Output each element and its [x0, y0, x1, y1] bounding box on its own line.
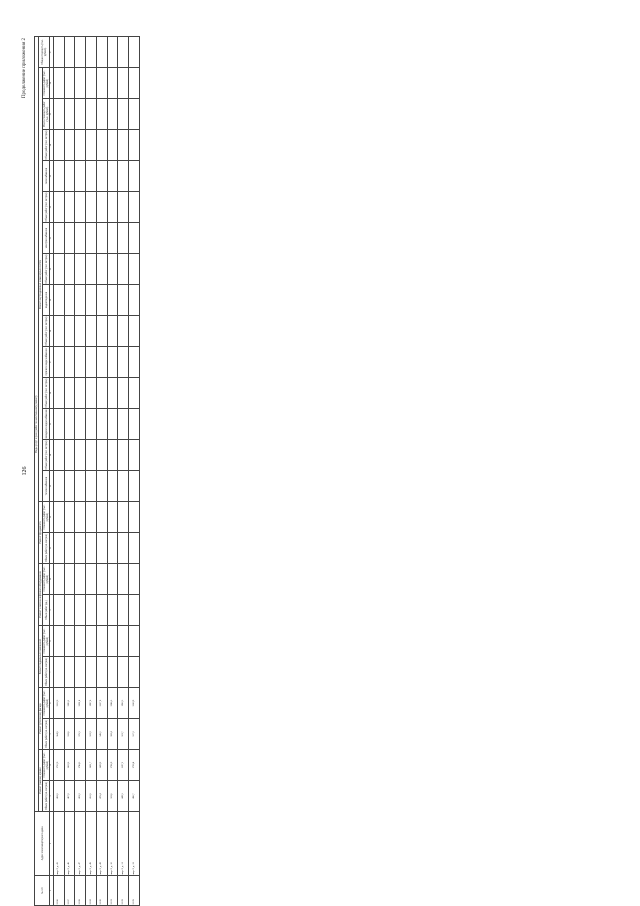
cell-value [75, 626, 86, 657]
column-number: 19 [50, 285, 54, 316]
row-address: мкр. 9, д. 49 [96, 812, 107, 876]
cell-value [96, 595, 107, 626]
cell-value [118, 99, 129, 130]
cell-value [53, 223, 64, 254]
cell-value: 1987,6 [86, 688, 97, 719]
cell-value [118, 316, 129, 347]
cell-value: 482,0 [53, 781, 64, 812]
cell-value [129, 130, 140, 161]
appendix-label: Продолжение приложения 2 [22, 38, 27, 99]
header-cold-water: холодного водоснабжения [44, 409, 48, 439]
cell-value [96, 378, 107, 409]
header-cost: Стоимость работ (тыс. рублей) [43, 564, 50, 595]
header-hot-water: горячего водоснабжения [44, 348, 48, 376]
cell-value [86, 223, 97, 254]
cell-value [107, 37, 118, 68]
cell-value [53, 254, 64, 285]
cell-value [96, 471, 107, 502]
row-number: 25.93 [129, 875, 140, 905]
cell-value [64, 161, 75, 192]
cell-value [107, 192, 118, 223]
cell-value [75, 37, 86, 68]
column-number: 17 [50, 347, 54, 378]
header-facade: Ремонт (утепление) фасада [39, 688, 43, 750]
header-roof: Ремонт (замена) кровли [39, 750, 43, 812]
cell-value [129, 440, 140, 471]
cell-value [107, 161, 118, 192]
cell-value [118, 347, 129, 378]
cell-value [96, 130, 107, 161]
cell-value [86, 161, 97, 192]
cell-value [64, 223, 75, 254]
cell-value [107, 440, 118, 471]
cell-value [53, 378, 64, 409]
cell-value [129, 657, 140, 688]
cell-value [64, 347, 75, 378]
column-number: 26 [50, 68, 54, 99]
cell-value [118, 440, 129, 471]
cell-value [118, 68, 129, 99]
cell-value: 1786,9 [107, 750, 118, 781]
cell-value [96, 254, 107, 285]
cell-value [86, 533, 97, 564]
column-number: 10 [50, 564, 54, 595]
header-engineering: Ремонт внутридомовых инженерных систем [39, 68, 43, 502]
header-vol-m: Объем работ (пог. метров) [44, 378, 48, 408]
table-body [53, 37, 139, 906]
header-total: Всего стоимость работ (тыс. рублей) [43, 99, 50, 130]
cell-value [96, 285, 107, 316]
cell-value [129, 68, 140, 99]
header-cost: Стоимость работ (тыс. рублей) [43, 688, 50, 719]
table-row [53, 37, 64, 906]
column-number: 24 [50, 130, 54, 161]
cell-value [118, 657, 129, 688]
cell-value [129, 471, 140, 502]
cell-value [129, 378, 140, 409]
cell-value [118, 378, 129, 409]
cell-value [118, 471, 129, 502]
header-cost: Стоимость работ (тыс. рублей) [43, 750, 50, 781]
row-number: 25.90 [96, 875, 107, 905]
cell-value [96, 409, 107, 440]
cell-value [75, 502, 86, 533]
cell-value [86, 192, 97, 223]
row-number: 25.91 [107, 875, 118, 905]
cell-value [96, 347, 107, 378]
cell-value [118, 254, 129, 285]
cell-value [96, 223, 107, 254]
cell-value [96, 626, 107, 657]
cell-value: 2117,8 [96, 688, 107, 719]
cell-value: 512,7 [118, 719, 129, 750]
cell-value [86, 626, 97, 657]
cell-value [107, 130, 118, 161]
cell-value [129, 161, 140, 192]
header-gas: газоснабжения [43, 161, 50, 192]
column-number: 20 [50, 254, 54, 285]
cell-value [129, 626, 140, 657]
column-number: 16 [50, 378, 54, 409]
cell-value [107, 626, 118, 657]
cell-value [75, 657, 86, 688]
header-lifts: Ремонт и замена лифтового оборудования [39, 564, 43, 626]
table-row [96, 37, 107, 906]
cell-value [86, 316, 97, 347]
column-number: 8 [50, 626, 54, 657]
column-number: 13 [50, 471, 54, 502]
cell-value [86, 130, 97, 161]
cell-value: 486,7 [129, 781, 140, 812]
column-number: 23 [50, 161, 54, 192]
header-no: № п/п [35, 875, 50, 905]
cell-value [53, 192, 64, 223]
cell-value [75, 99, 86, 130]
header-address: Адрес многоквартирного дома [35, 812, 50, 876]
cell-value [107, 378, 118, 409]
cell-value [64, 285, 75, 316]
column-number: 4 [50, 750, 54, 781]
cell-value [64, 68, 75, 99]
column-number: 15 [50, 409, 54, 440]
cell-value: 1712,0 [53, 750, 64, 781]
cell-value [129, 502, 140, 533]
cell-value [64, 533, 75, 564]
cell-value [53, 502, 64, 533]
cell-value [96, 316, 107, 347]
header-vol-m: Объем работ (пог. метров) [44, 192, 48, 222]
cell-value [96, 502, 107, 533]
cell-value: 1728,4 [129, 750, 140, 781]
cell-value [107, 595, 118, 626]
column-number: 6 [50, 688, 54, 719]
column-number: 21 [50, 223, 54, 254]
cell-value [107, 564, 118, 595]
cell-value: 2201,4 [75, 688, 86, 719]
cell-value [75, 409, 86, 440]
cell-value [96, 37, 107, 68]
cell-value [118, 533, 129, 564]
row-address: мкр. 9, д. 48 [86, 812, 97, 876]
cell-value: 1744,5 [75, 750, 86, 781]
header-vol-m: Объем работ (пог. метров) [44, 130, 48, 160]
cell-value [53, 657, 64, 688]
cell-value [64, 378, 75, 409]
row-address: мкр. 9, д. 51 [118, 812, 129, 876]
cell-value [64, 502, 75, 533]
cell-value [118, 285, 129, 316]
column-number: 1 [50, 875, 54, 905]
cell-value [129, 254, 140, 285]
cell-value [107, 254, 118, 285]
header-cost: Стоимость работ (тыс. рублей) [43, 502, 50, 533]
cell-value [118, 626, 129, 657]
header-group-title: Виды услуг и (или) работ по капитальному ремонту [35, 37, 39, 812]
cell-value [107, 99, 118, 130]
cell-value [107, 471, 118, 502]
column-number: 3 [50, 781, 54, 812]
column-number: 12 [50, 502, 54, 533]
cell-value: 502,6 [107, 781, 118, 812]
cell-value [53, 316, 64, 347]
cell-value [75, 595, 86, 626]
cell-value [129, 409, 140, 440]
cell-value: 1962,5 [118, 688, 129, 719]
row-address: мкр. 9, д. 52 [129, 812, 140, 876]
cell-value [53, 99, 64, 130]
cell-value [118, 130, 129, 161]
cell-value [107, 657, 118, 688]
page-number: 126 [22, 466, 28, 476]
cell-value [96, 161, 107, 192]
cell-value [86, 409, 97, 440]
cell-value: 2169,9 [129, 688, 140, 719]
cell-value [75, 347, 86, 378]
column-number: 14 [50, 440, 54, 471]
header-vol-m: Объем работ (пог. метров) [44, 316, 48, 346]
cell-value [96, 99, 107, 130]
cell-value [64, 130, 75, 161]
cell-value [107, 68, 118, 99]
cell-value [75, 223, 86, 254]
cell-value [53, 595, 64, 626]
cell-value [64, 254, 75, 285]
cell-value [96, 192, 107, 223]
cell-value [75, 471, 86, 502]
column-number: 22 [50, 192, 54, 223]
cell-value [107, 502, 118, 533]
cell-value [118, 192, 129, 223]
column-number: 2 [50, 812, 54, 876]
table-row [118, 37, 129, 906]
cell-value [107, 316, 118, 347]
cell-value [53, 409, 64, 440]
capital-repair-table [34, 36, 140, 906]
cell-value [75, 378, 86, 409]
header-basement: Ремонт подвальных помещений [39, 626, 43, 688]
cell-value [96, 564, 107, 595]
cell-value [118, 223, 129, 254]
header-vol-m2: Объем работ (кв. метров) [44, 658, 48, 687]
cell-value [118, 564, 129, 595]
cell-value [118, 502, 129, 533]
cell-value [53, 130, 64, 161]
cell-value [86, 285, 97, 316]
cell-value [96, 440, 107, 471]
cell-value [86, 378, 97, 409]
header-vol-units: Объем работ (ед.) [43, 595, 50, 626]
column-number: 11 [50, 533, 54, 564]
column-number: 7 [50, 657, 54, 688]
cell-value: 478,4 [96, 781, 107, 812]
row-address: мкр. 9, д. 50 [107, 812, 118, 876]
rotated-register-table [22, 36, 618, 906]
cell-value: 2083,1 [64, 688, 75, 719]
cell-value [96, 68, 107, 99]
cell-value [118, 409, 129, 440]
cell-value [107, 409, 118, 440]
cell-value [86, 471, 97, 502]
table-row [107, 37, 118, 906]
header-overall: Общая стоимость (тыс. рублей) [39, 37, 50, 68]
row-number: 25.87 [64, 875, 75, 905]
cell-value [75, 440, 86, 471]
cell-value [118, 161, 129, 192]
cell-value: 449,3 [118, 781, 129, 812]
cell-value [118, 37, 129, 68]
cell-value [86, 254, 97, 285]
cell-value: 1597,1 [118, 750, 129, 781]
header-foundation: Ремонт фундамента [39, 502, 43, 564]
table-row [75, 37, 86, 906]
cell-value [86, 68, 97, 99]
cell-value [129, 99, 140, 130]
cell-value [86, 502, 97, 533]
cell-value [75, 254, 86, 285]
cell-value [53, 471, 64, 502]
table-header [35, 37, 54, 906]
column-number: 9 [50, 595, 54, 626]
cell-value: 589,4 [107, 719, 118, 750]
column-number: 5 [50, 719, 54, 750]
cell-value [53, 161, 64, 192]
cell-value [129, 285, 140, 316]
cell-value [64, 316, 75, 347]
cell-value: 455,8 [86, 781, 97, 812]
cell-value [129, 223, 140, 254]
header-vol-m2: Объем работ (кв. метров) [44, 534, 48, 563]
cell-value [64, 37, 75, 68]
cell-value [53, 564, 64, 595]
cell-value: 2246,3 [107, 688, 118, 719]
cell-value: 578,3 [75, 719, 86, 750]
cell-value [75, 316, 86, 347]
header-vol-m: Объем работ (пог. метров) [44, 440, 48, 470]
row-number: 25.88 [75, 875, 86, 905]
header-heating: теплоснабжения [43, 471, 50, 502]
cell-value [64, 564, 75, 595]
cell-value: 519,9 [86, 719, 97, 750]
cell-value [75, 533, 86, 564]
cell-value: 1621,7 [86, 750, 97, 781]
cell-value [107, 533, 118, 564]
cell-value [53, 533, 64, 564]
header-vol-m2: Объем работ (кв. метров) [44, 720, 48, 749]
cell-value: 548,1 [96, 719, 107, 750]
cell-value [64, 440, 75, 471]
cell-value [75, 285, 86, 316]
header-sewer: водоотведения [43, 285, 50, 316]
header-electric: электроснабжения [43, 223, 50, 254]
cell-value [129, 347, 140, 378]
header-cost: Стоимость работ (тыс. рублей) [43, 626, 50, 657]
cell-value: 564,8 [53, 719, 64, 750]
cell-value [53, 347, 64, 378]
cell-value [107, 347, 118, 378]
cell-value [129, 37, 140, 68]
cell-value [75, 192, 86, 223]
cell-value [53, 285, 64, 316]
cell-value: 2152,0 [53, 688, 64, 719]
cell-value [86, 657, 97, 688]
cell-value [86, 99, 97, 130]
cell-value [96, 657, 107, 688]
cell-value [129, 595, 140, 626]
cell-value [86, 347, 97, 378]
column-number: 18 [50, 316, 54, 347]
row-number: 25.86 [53, 875, 64, 905]
cell-value [64, 657, 75, 688]
cell-value [96, 533, 107, 564]
row-number: 25.89 [86, 875, 97, 905]
cell-value [129, 192, 140, 223]
cell-value [129, 533, 140, 564]
column-number: 27 [50, 37, 54, 68]
cell-value [75, 130, 86, 161]
cell-value [53, 37, 64, 68]
cell-value: 1699,2 [96, 750, 107, 781]
cell-value [86, 564, 97, 595]
cell-value [75, 564, 86, 595]
cell-value [129, 316, 140, 347]
table-row [64, 37, 75, 906]
cell-value [64, 409, 75, 440]
cell-value [107, 285, 118, 316]
header-vol-m: Объем работ (пог. метров) [44, 254, 48, 284]
cell-value [86, 37, 97, 68]
cell-value: 491,2 [75, 781, 86, 812]
table-row [129, 37, 140, 906]
cell-value [64, 192, 75, 223]
cell-value: 557,2 [129, 719, 140, 750]
cell-value: 1659,3 [64, 750, 75, 781]
cell-value [64, 471, 75, 502]
cell-value: 467,0 [64, 781, 75, 812]
cell-value [118, 595, 129, 626]
header-cost: Стоимость работ (тыс. рублей) [43, 68, 50, 99]
table-row [86, 37, 97, 906]
cell-value [53, 626, 64, 657]
header-vol-m2: Объем работ (кв. метров) [44, 782, 48, 811]
cell-value [53, 440, 64, 471]
row-address: мкр. 9, д. 45 [53, 812, 64, 876]
cell-value [53, 68, 64, 99]
cell-value [64, 626, 75, 657]
cell-value [75, 161, 86, 192]
cell-value [86, 595, 97, 626]
cell-value [86, 440, 97, 471]
cell-value [64, 99, 75, 130]
row-address: мкр. 9, д. 47 [75, 812, 86, 876]
column-number: 25 [50, 99, 54, 130]
cell-value [107, 223, 118, 254]
row-address: мкр. 9, д. 46 [64, 812, 75, 876]
cell-value [64, 595, 75, 626]
cell-value [75, 68, 86, 99]
cell-value [129, 564, 140, 595]
row-number: 25.92 [118, 875, 129, 905]
cell-value: 532,6 [64, 719, 75, 750]
